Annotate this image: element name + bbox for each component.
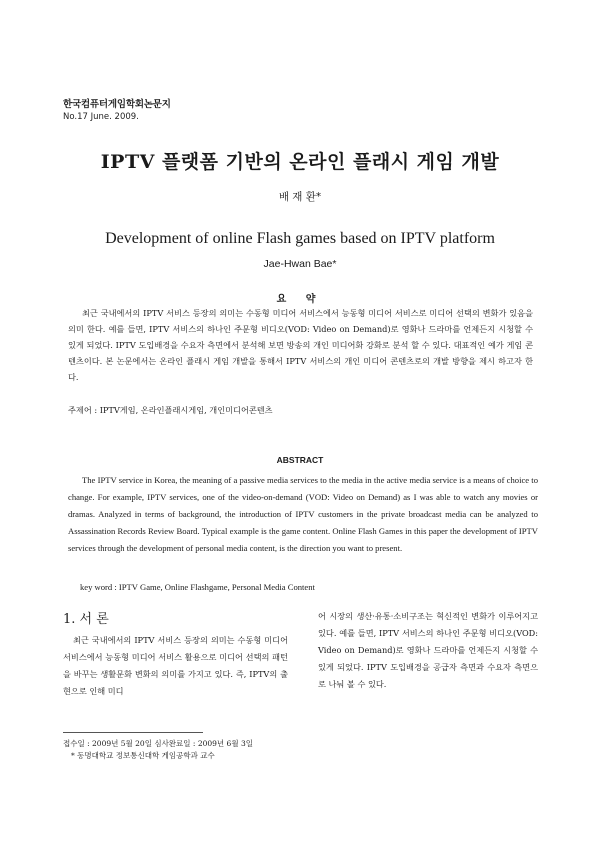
journal-name: 한국컴퓨터게임학회논문지: [63, 99, 171, 110]
journal-header: [63, 96, 171, 122]
introduction-left-column: 최근 국내에서의 IPTV 서비스 등장의 의미는 수동형 미디어 서비스에서 능동형 미디어 서비스 활용으로 미디어 선택의 패턴을 바꾸는 생활문화 변화의 의미를 가지고 있다. 즉, IPTV의 출현으로 인해 미디: [63, 635, 288, 696]
abstract-korean-heading: 요 약: [276, 294, 324, 305]
abstract-english-body: The IPTV service in Korea, the meaning of a passive media services to the media in the active media service is a means of choice to change. For example, IPTV services, one of the video-on-demand (VOD: Video on Demand) as I was able to watch any movies or dramas. Analyzed in terms of background, the introduction of IPTV customers in the private broadcast media can be analyzed to Assassination Records Review Board. Typical example is the game content. Online Flash Games in this paper the development of IPTV services through the development of personal media content, is the direction you want to present.: [68, 475, 538, 553]
footnote: [63, 738, 253, 762]
section-title-introduction: 1. 서 론: [63, 612, 109, 627]
paper-title-korean: IPTV 플랫폼 기반의 온라인 플래시 게임 개발: [100, 151, 500, 173]
paper-title-english: Development of online Flash games based on IPTV platform: [105, 230, 495, 247]
introduction-right-column: 어 시장의 생산·유통·소비구조는 혁신적인 변화가 이루어지고 있다. 예를 들면, IPTV 서비스의 하나인 주문형 비디오(VOD: Video on Demand)로 영화나 드라마를 언제든지 시청할 수 있게 되었다. IPTV 도입배경을 공급자 측면과 수요자 측면으로 나눠 볼 수 있다.: [318, 611, 538, 689]
keywords-english: key word : IPTV Game, Online Flashgame, Personal Media Content: [80, 582, 315, 592]
footnote-affiliation: * 동명대학교 정보통신대학 게임공학과 교수: [71, 751, 215, 760]
journal-issue: No.17 June. 2009.: [63, 112, 139, 122]
abstract-english-heading: ABSTRACT: [276, 455, 324, 465]
author-english: Jae-Hwan Bae*: [263, 258, 337, 270]
author-korean: 배 재 환*: [278, 191, 322, 203]
keywords-korean: 주제어 : IPTV게임, 온라인플래시게임, 개인미디어콘텐츠: [68, 405, 273, 415]
abstract-korean-body: 최근 국내에서의 IPTV 서비스 등장의 의미는 수동형 미디어 서비스에서 능동형 미디어 서비스로 미디어 선택의 변화가 있음을 의미 한다. 예를 들면, IPTV 서비스의 하나인 주문형 비디오(VOD: Video on Demand)로 영화나 드라마를 언제든지 시청할 수 있게 되었다. IPTV 도입배경을 수요자 측면에서 분석해 보면 방송의 개인 미디어화 강화로 분석 할 수 있다. 대표적인 예가 게임 콘텐츠이다. 본 논문에서는 온라인 플래시 게임 개발을 통해서 IPTV 서비스의 개인 미디어 콘텐츠로의 개발 방향을 제시 하고자 한다.: [68, 308, 533, 382]
footnote-divider: [63, 732, 203, 733]
footnote-dates: 접수일 : 2009년 5월 20일 심사완료일 : 2009년 6월 3일: [63, 739, 253, 748]
